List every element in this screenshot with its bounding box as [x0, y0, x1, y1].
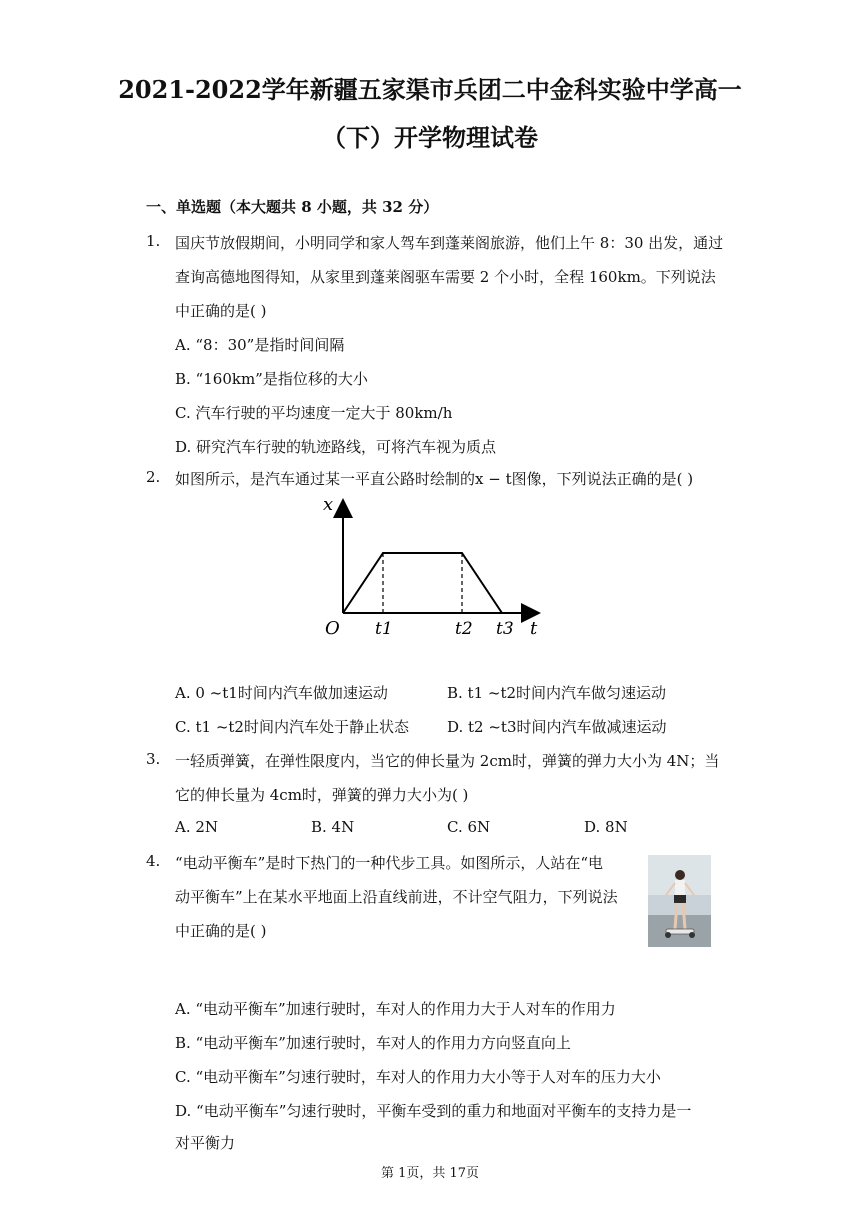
q2-option-c: C. t1 ~t2时间内汽车处于静止状态 — [175, 718, 409, 736]
q2-option-a: A. 0 ~t1时间内汽车做加速运动 — [175, 684, 388, 702]
q4-line-2: 动平衡车”上在某水平地面上沿直线前进，不计空气阻力，下列说法 — [175, 888, 618, 906]
q3-number: 3. — [146, 750, 161, 768]
q1-line-3: 中正确的是( ) — [175, 302, 267, 320]
q2-number: 2. — [146, 468, 161, 486]
q1-option-d: D. 研究汽车行驶的轨迹路线，可将汽车视为质点 — [175, 438, 497, 456]
q3-option-b: B. 4N — [311, 818, 355, 836]
q2-option-d: D. t2 ~t3时间内汽车做减速运动 — [447, 718, 667, 736]
q2-line: 如图所示，是汽车通过某一平直公路时绘制的x − t图像，下列说法正确的是( ) — [175, 470, 694, 488]
q3-line-2: 它的伸长量为 4cm时，弹簧的弹力大小为( ) — [175, 786, 469, 804]
q1-option-a: A. “8：30”是指时间间隔 — [175, 336, 345, 354]
balance-scooter-photo — [648, 855, 711, 947]
origin-label: O — [325, 618, 340, 639]
q1-number: 1. — [146, 232, 161, 250]
q1-line-2: 查询高德地图得知，从家里到蓬莱阁驱车需要 2 个小时，全程 160km。下列说法 — [175, 268, 716, 286]
paper-title-line2: （下）开学物理试卷 — [322, 123, 538, 152]
q4-option-a: A. “电动平衡车”加速行驶时，车对人的作用力大于人对车的作用力 — [175, 1000, 616, 1018]
page-footer: 第 1页，共 17页 — [380, 1166, 480, 1181]
section-heading: 一、单选题（本大题共 8 小题，共 32 分） — [146, 198, 439, 216]
q1-line-1: 国庆节放假期间，小明同学和家人驾车到蓬莱阁旅游，他们上午 8：30 出发，通过 — [175, 234, 724, 252]
q4-number: 4. — [146, 852, 161, 870]
q3-line-1: 一轻质弹簧，在弹性限度内，当它的伸长量为 2cm时，弹簧的弹力大小为 4N；当 — [175, 752, 720, 770]
q2-option-b: B. t1 ~t2时间内汽车做匀速运动 — [447, 684, 667, 702]
q3-option-d: D. 8N — [584, 818, 628, 836]
t2-label: t2 — [455, 619, 473, 639]
t1-label: t1 — [375, 619, 393, 639]
y-axis-label: x — [323, 494, 334, 515]
q4-option-d-line2: 对平衡力 — [175, 1134, 236, 1152]
q4-option-d-line1: D. “电动平衡车”匀速行驶时，平衡车受到的重力和地面对平衡车的支持力是一 — [175, 1102, 692, 1120]
t3-label: t3 — [496, 619, 514, 639]
q4-line-3: 中正确的是( ) — [175, 922, 267, 940]
q3-option-c: C. 6N — [447, 818, 491, 836]
q3-option-a: A. 2N — [175, 818, 219, 836]
q4-line-1: “电动平衡车”是时下热门的一种代步工具。如图所示，人站在“电 — [175, 854, 604, 872]
x-t-graph — [315, 492, 555, 652]
q1-option-c: C. 汽车行驶的平均速度一定大于 80km/h — [175, 404, 453, 422]
q4-option-b: B. “电动平衡车”加速行驶时，车对人的作用力方向竖直向上 — [175, 1034, 571, 1052]
graph-line — [343, 553, 502, 613]
paper-title-line1: 2021-2022学年新疆五家渠市兵团二中金科实验中学高一 — [118, 75, 742, 104]
q1-option-b: B. “160km”是指位移的大小 — [175, 370, 368, 388]
q4-option-c: C. “电动平衡车”匀速行驶时，车对人的作用力大小等于人对车的压力大小 — [175, 1068, 661, 1086]
x-axis-label: t — [530, 618, 538, 639]
